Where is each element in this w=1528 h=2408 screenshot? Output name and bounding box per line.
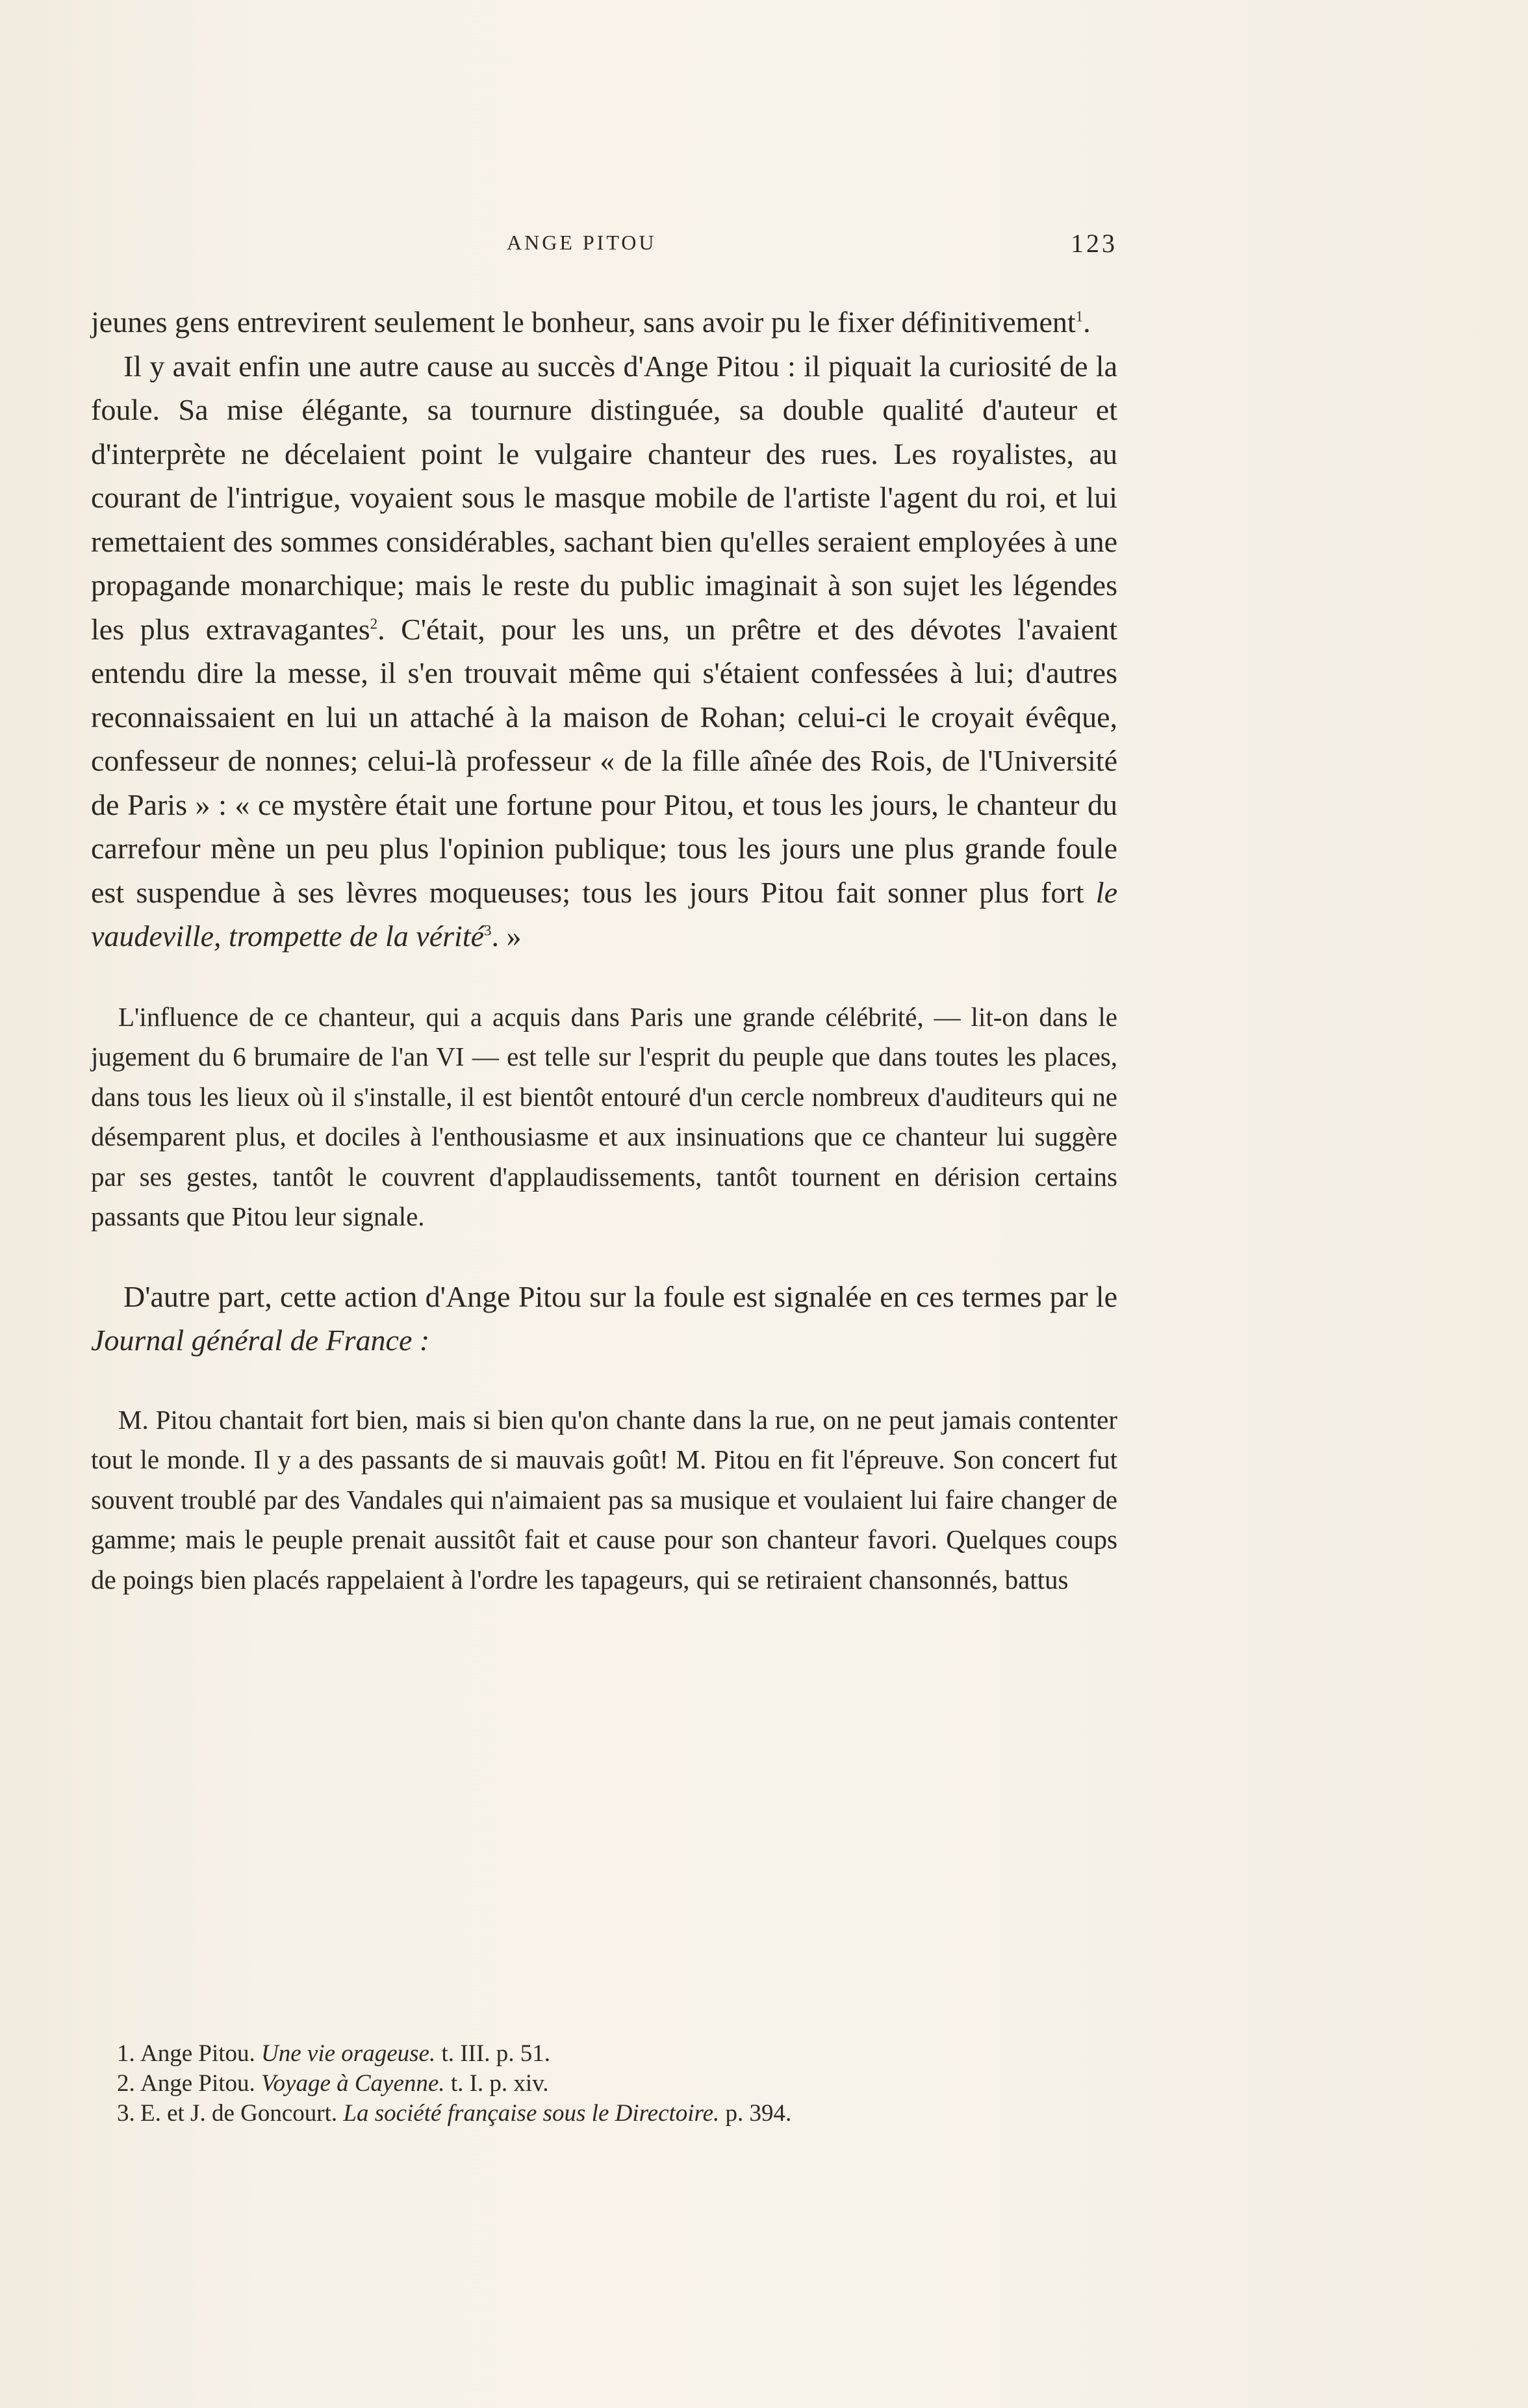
- footnote-author: Ange Pitou.: [140, 2040, 255, 2067]
- spacer: [91, 1237, 1117, 1275]
- block-quote-journal: M. Pitou chantait fort bien, mais si bien qu'on chante dans la rue, on ne peut jamais contenter tout le monde. Il y a des passants de si mauvais goût! M. Pitou en fit l'épreuve. Son concert fut souvent troublé par des Vandales qui n'aimaient pas sa musique et voulaient lui faire changer de gamme; mais le peuple prenait aussitôt fait et cause pour son chanteur favori. Quelques coups de poings bien placés rappelaient à l'ordre les tapageurs, qui se retiraient chansonnés, battus: [91, 1404, 1117, 1595]
- journal-title: Journal général de France :: [91, 1324, 430, 1357]
- footnote: [117, 2069, 1117, 2099]
- footnote-title: Voyage à Cayenne.: [261, 2070, 445, 2097]
- paragraph-end: .: [1083, 305, 1091, 339]
- footnote: [117, 2039, 1117, 2069]
- paragraph-continuation: [91, 300, 1117, 344]
- main-text: [91, 300, 1117, 1600]
- footnote-author: Ange Pitou.: [140, 2070, 255, 2097]
- footnotes: [117, 2039, 1117, 2129]
- footnote-number: 1.: [117, 2040, 135, 2067]
- page-header: [91, 231, 1117, 263]
- footnote-author: E. et J. de Goncourt.: [140, 2100, 338, 2127]
- spacer: [91, 1363, 1117, 1400]
- footnote-number: 2.: [117, 2070, 135, 2097]
- footnote-ref: t. III. p. 51.: [441, 2040, 550, 2067]
- footnote-title: La société française sous le Directoire.: [343, 2100, 720, 2127]
- italic-quote: le vaudeville, trompette de la vérité: [91, 875, 1117, 953]
- footnote-ref: t. I. p. xiv.: [450, 2070, 549, 2097]
- footnote-marker: 3: [484, 922, 492, 939]
- footnote: [117, 2099, 1117, 2129]
- running-title: ANGE PITOU: [507, 231, 657, 254]
- paragraph-text: D'autre part, cette action d'Ange Pitou sur la foule est signalée en ces termes par le: [123, 1279, 1117, 1313]
- page-number: 123: [1071, 229, 1117, 258]
- paragraph-end: . »: [491, 919, 522, 953]
- paragraph-text-continued: . C'était, pour les uns, un prêtre et des dévotes l'avaient entendu dire la messe, il s'en trouvait même qui s'étaient confessées à lui; d'autres reconnaissaient en lui un attaché à la maison de Rohan; celui-ci le croyait évêque, confesseur de nonnes; celui-là professeur « de la fille aînée des Rois, de l'Université de Paris » : « ce mystère était une fortune pour Pitou, et tous les jours, le chanteur du carrefour mène un peu plus l'opinion publique; tous les jours une plus grande foule est suspendue à ses lèvres moqueuses; tous les jours Pitou fait sonner plus fort: [91, 612, 1117, 909]
- paragraph-text: Il y avait enfin une autre cause au succès d'Ange Pitou : il piquait la curiosité de la foule. Sa mise élégante, sa tournure distinguée, sa double qualité d'auteur et d'interprète ne décelaient point le vulgaire chanteur des rues. Les royalistes, au courant de l'intrigue, voyaient sous le masque mobile de l'artiste l'agent du roi, et lui remettaient des sommes considérables, sachant bien qu'elles seraient employées à une propagande monarchique; mais le reste du public imaginait à son sujet les légendes les plus extravagantes: [91, 349, 1117, 646]
- footnote-marker: 1: [1075, 308, 1084, 325]
- paragraph-cause: [91, 344, 1117, 958]
- footnote-ref: p. 394.: [725, 2100, 792, 2127]
- footnote-number: 3.: [117, 2100, 135, 2127]
- footnote-title: Une vie orageuse.: [261, 2040, 436, 2067]
- spacer: [91, 958, 1117, 997]
- paragraph-text: jeunes gens entrevirent seulement le bonheur, sans avoir pu le fixer définitivement: [91, 305, 1076, 339]
- paragraph-journal: [91, 1275, 1117, 1363]
- block-quote-judgment: L'influence de ce chanteur, qui a acquis dans Paris une grande célébrité, — lit-on dans le jugement du 6 brumaire de l'an VI — est telle sur l'esprit du peuple que dans toutes les places, dans tous les lieux où il s'installe, il est bientôt entouré d'un cercle nombreux d'auditeurs qui ne désemparent plus, et dociles à l'enthousiasme et aux insinuations que ce chanteur lui suggère par ses gestes, tantôt le couvrent d'applaudissements, tantôt tournent en dérision certains passants que Pitou leur signale.: [91, 1001, 1117, 1231]
- footnote-marker: 2: [370, 615, 378, 632]
